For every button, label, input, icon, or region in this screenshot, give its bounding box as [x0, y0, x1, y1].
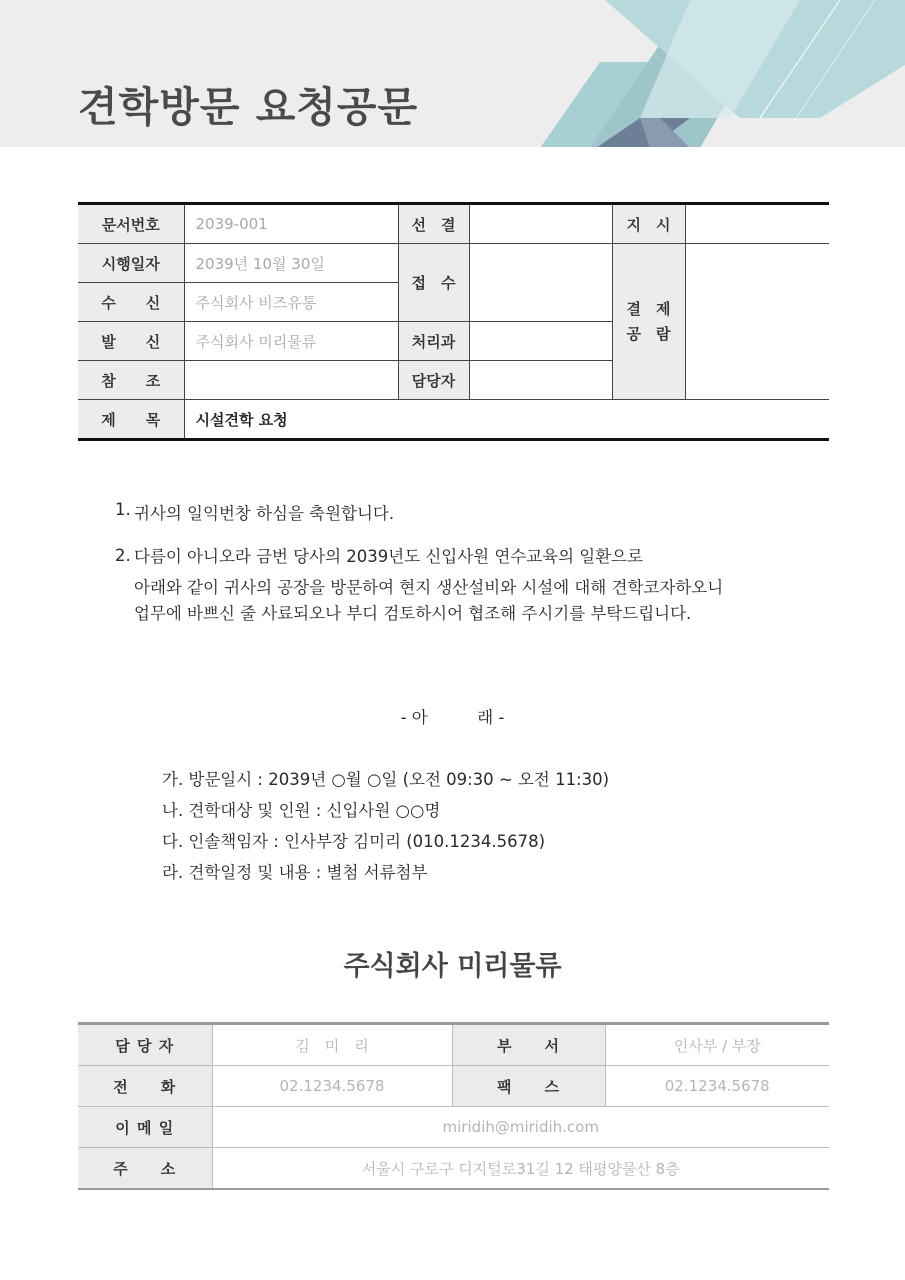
sender-value: 주식회사 미리물류 [184, 322, 398, 361]
detail-line: 가. 방문일시 : 2039년 ○월 ○일 (오전 09:30 ~ 오전 11:30) [162, 770, 610, 789]
date-value: 2039년 10월 30일 [184, 244, 398, 283]
recipient-label: 수 신 [78, 283, 184, 322]
contact-table [78, 1022, 829, 1190]
fax-label: 팩 스 [452, 1066, 605, 1107]
email-value: miridih@miridih.com [212, 1107, 829, 1148]
arae-heading: - 아 래 - [400, 708, 505, 727]
document-info-table [78, 202, 829, 441]
detail-line: 라. 견학일정 및 내용 : 별첨 서류첨부 [162, 863, 428, 882]
date-label: 시행일자 [78, 244, 184, 283]
gyeoljae-label-line2: 공 람 [626, 324, 671, 343]
detail-line: 다. 인솔책임자 : 인사부장 김미리 (010.1234.5678) [162, 832, 546, 851]
gyeoljae-label-line1: 결 제 [626, 299, 671, 318]
dept-value: 인사부 / 부장 [605, 1024, 829, 1066]
doc-number-value: 2039-001 [184, 204, 398, 244]
item-number: 2. [115, 546, 131, 565]
damdangja-label: 담당자 [398, 361, 469, 400]
seongyeol-label: 선 결 [398, 204, 469, 244]
dept-label: 부 서 [452, 1024, 605, 1066]
manager-value: 김 미 리 [212, 1024, 452, 1066]
body-item-1 [115, 500, 815, 524]
fax-value: 02.1234.5678 [605, 1066, 829, 1107]
item-text-line: 다름이 아니오라 금번 당사의 2039년도 신입사원 연수교육의 일환으로 [134, 547, 644, 566]
page-title: 견학방문 요청공문 [78, 83, 419, 131]
subject-value: 시설견학 요청 [184, 400, 829, 440]
gyeoljae-label [612, 244, 685, 400]
phone-value: 02.1234.5678 [212, 1066, 452, 1107]
item-text: 귀사의 일익번창 하심을 축원합니다. [134, 504, 395, 523]
jeopsu-label: 접 수 [398, 244, 469, 322]
reference-value [184, 361, 398, 400]
jeopsu-cell [469, 244, 612, 322]
header-banner [0, 0, 905, 147]
visit-details [162, 764, 609, 888]
letter-body [115, 500, 815, 649]
address-value: 서울시 구로구 디지털로31길 12 태평양물산 8층 [212, 1148, 829, 1190]
seongyeol-cell [469, 204, 612, 244]
damdangja-cell [469, 361, 612, 400]
company-name: 주식회사 미리물류 [343, 951, 562, 982]
address-label: 주 소 [78, 1148, 212, 1190]
phone-label: 전 화 [78, 1066, 212, 1107]
cheorigwa-label: 처리과 [398, 322, 469, 361]
manager-label: 담 당 자 [78, 1024, 212, 1066]
recipient-value: 주식회사 비즈유통 [184, 283, 398, 322]
item-number: 1. [115, 500, 131, 519]
sender-label: 발 신 [78, 322, 184, 361]
detail-line: 나. 견학대상 및 인원 : 신입사원 ○○명 [162, 801, 441, 820]
gyeoljae-cell [685, 244, 829, 400]
jisi-label: 지 시 [612, 204, 685, 244]
item-text-line: 아래와 같이 귀사의 공장을 방문하여 현지 생산설비와 시설에 대해 견학코자하오니 [134, 578, 724, 597]
body-item-2 [115, 546, 815, 630]
cheorigwa-cell [469, 322, 612, 361]
item-text-line: 업무에 바쁘신 줄 사료되오나 부디 검토하시어 협조해 주시기를 부탁드립니다. [134, 604, 692, 623]
email-label: 이 메 일 [78, 1107, 212, 1148]
jisi-cell [685, 204, 829, 244]
doc-number-label: 문서번호 [78, 204, 184, 244]
subject-label: 제 목 [78, 400, 184, 440]
reference-label: 참 조 [78, 361, 184, 400]
